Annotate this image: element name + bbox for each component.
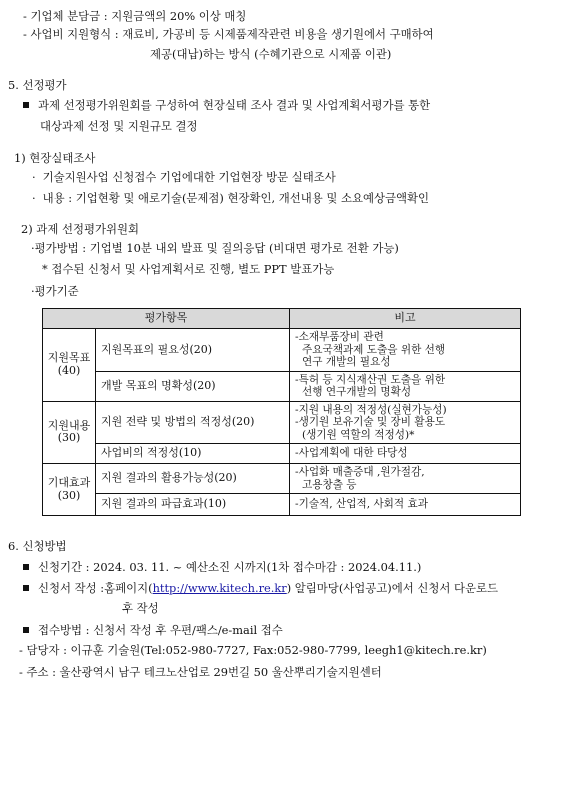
note-cell: -소재부품장비 관련 주요국책과제 도출을 위한 선행 연구 개발의 필요성 [290,329,521,372]
table-row [43,464,521,494]
dot-bullet-icon: · [31,284,35,298]
sub1-item-content: · 내용 : 기업현황 및 애로기술(문제점) 현장확인, 개선내용 및 소요예상금액확인 [32,191,430,205]
sub1-item-visit: · 기술지원사업 신청접수 기업에대한 기업현장 방문 실태조사 [32,170,336,184]
table-row [43,371,521,401]
sub1-heading: 1) 현장실태조사 [14,151,96,165]
item-cell: 지원 결과의 파급효과(10) [96,494,290,516]
table-header-row [43,309,521,329]
dot-bullet-icon: · [32,191,36,205]
item-cell: 개발 목표의 명확성(20) [96,371,290,401]
square-bullet-icon [23,564,29,570]
note-cell: -기술적, 산업적, 사회적 효과 [290,494,521,516]
square-bullet-icon [23,585,29,591]
dot-bullet-icon: · [32,170,36,184]
table-row [43,494,521,516]
item-cell: 지원 결과의 활용가능성(20) [96,464,290,494]
contact-line: - 담당자 : 이규훈 기술원(Tel:052-980-7727, Fax:052-980-7799, leegh1@kitech.re.kr) [19,643,487,657]
category-cell: 지원내용 (30) [43,401,96,464]
apply-document: 신청서 작성 :홈페이지(http://www.kitech.re.kr) 알림마당(사업공고)에서 신청서 다운로드 [23,580,498,596]
table-row [43,401,521,444]
table-row [43,329,521,372]
square-bullet-icon [23,102,29,108]
section5-heading: 5. 선정평가 [8,78,67,92]
header-note: 비고 [290,309,521,329]
item-cell: 지원 전략 및 방법의 적정성(20) [96,401,290,444]
sub2-heading: 2) 과제 선정평가위원회 [21,222,139,236]
sub2-method: ·평가방법 : 기업별 10분 내외 발표 및 질의응답 (비대면 평가로 전환 가능) [31,241,399,255]
apply-document-cont: 후 작성 [122,601,159,615]
sub2-criteria-label: ·평가기준 [31,284,79,298]
burden-line: - 기업체 분담금 : 지원금액의 20% 이상 매칭 [23,9,247,23]
table-row [43,444,521,464]
section5-intro: 과제 선정평가위원회를 구성하여 현장실태 조사 결과 및 사업계획서평가를 통한 [23,97,430,113]
item-cell: 사업비의 적정성(10) [96,444,290,464]
apply-submit: 접수방법 : 신청서 작성 후 우편/팩스/e-mail 접수 [23,622,283,638]
support-type-line-cont: 제공(대납)하는 방식 (수혜기관으로 시제품 이관) [150,47,392,61]
note-cell: -사업계획에 대한 타당성 [290,444,521,464]
square-bullet-icon [23,627,29,633]
note-cell: -사업화 매출증대 ,원가절감, 고용창출 등 [290,464,521,494]
note-cell: -특허 등 지식재산권 도출을 위한 선행 연구개발의 명확성 [290,371,521,401]
support-type-line: - 사업비 지원형식 : 재료비, 가공비 등 시제품제작관련 비용을 생기원에서 구매하여 [23,27,434,41]
sub2-note: * 접수된 신청서 및 사업계획서로 진행, 별도 PPT 발표가능 [42,262,335,276]
criteria-table [42,308,521,516]
apply-period: 신청기간 : 2024. 03. 11. ~ 예산소진 시까지(1차 접수마감 : 2024.04.11.) [23,559,421,575]
homepage-link[interactable]: http://www.kitech.re.kr [152,581,287,595]
section6-heading: 6. 신청방법 [8,539,67,553]
category-cell: 기대효과 (30) [43,464,96,516]
dot-bullet-icon: · [31,241,35,255]
note-cell: -지원 내용의 적정성(실현가능성) -생기원 보유기술 및 장비 활용도 (생기원 역할의 적정성)* [290,401,521,444]
category-cell: 지원목표 (40) [43,329,96,402]
address-line: - 주소 : 울산광역시 남구 테크노산업로 29번길 50 울산뿌리기술지원센터 [19,665,382,679]
section5-intro-cont: 대상과제 선정 및 지원규모 결정 [40,119,198,133]
header-item: 평가항목 [43,309,290,329]
item-cell: 지원목표의 필요성(20) [96,329,290,372]
